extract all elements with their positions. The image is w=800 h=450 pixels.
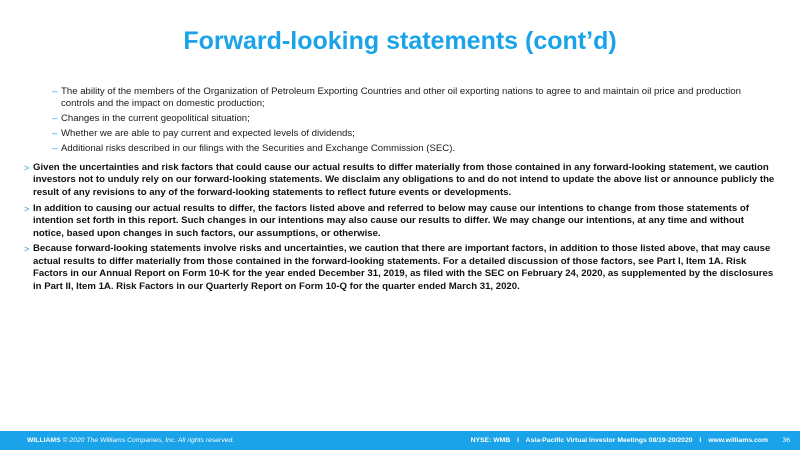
footer-event: Asia-Pacific Virtual Investor Meetings 08/19-20/2020 [525,437,693,444]
chevron-right-icon: > [24,203,30,214]
chevron-right-icon: > [24,163,30,173]
footer-brand: WILLIAMS [27,437,61,444]
sub-bullet-text: Changes in the current geopolitical situation; [61,113,250,125]
main-bullet-item [24,243,776,293]
sub-bullet-item [52,113,772,125]
footer-ticker: NYSE: WMB [470,437,511,444]
main-bullet-item [24,203,776,240]
footer-separator: I [517,437,520,444]
main-bullet-text: Because forward-looking statements involve risks and uncertainties, we caution that there are important factors, in addition to those listed above, that may cause actual results to differ materially from those contained in the forward-looking statements. For a detailed discussion of those factors, see Part I, Item 1A. Risk Factors in our Annual Report on Form 10-K for the year ended December 31, 2019, as filed with the SEC on February 24, 2020, as supplemented by the disclosures in Part II, Item 1A. Risk Factors in our Quarterly Report on Form 10-Q for the quarter ended March 31, 2020. [33,243,774,292]
dash-bullet-icon: – [52,128,58,140]
footer-separator: I [699,437,702,444]
dash-bullet-icon: – [52,86,58,97]
slide-title: Forward-looking statements (cont’d) [183,27,617,55]
sub-bullet-text: Whether we are able to pay current and expected levels of dividends; [61,128,355,140]
footer-copyright [27,431,234,450]
footer-info [471,431,768,450]
sub-bullet-item [52,128,772,140]
dash-bullet-icon: – [52,143,58,155]
main-bullet-item [24,162,776,199]
sub-bullet-list [52,86,772,158]
dash-bullet-icon: – [52,113,58,125]
footer-bar [0,431,800,450]
page-number: 36 [782,437,790,444]
main-bullet-text: In addition to causing our actual results to differ, the factors listed above and referred to below may cause our intentions to change from those statements of intention set forth in this report. Such changes in our intentions may also cause our results to differ. We may change our intentions, at any time and without notice, based upon changes in such factors, our assumptions, or otherwise. [33,202,749,239]
chevron-right-icon: > [24,244,30,255]
main-bullet-list [24,162,776,297]
sub-bullet-text: The ability of the members of the Organization of Petroleum Exporting Countries and other oil exporting nations to agree to and maintain oil price and production controls and the impact on domestic production; [61,86,741,110]
sub-bullet-item [52,143,772,155]
sub-bullet-text: Additional risks described in our filings with the Securities and Exchange Commission (SEC). [61,143,456,155]
footer-copyright-text: © 2020 The Williams Companies, Inc. All rights reserved. [62,437,235,444]
main-bullet-text: Given the uncertainties and risk factors that could cause our actual results to differ materially from those contained in any forward-looking statement, we caution investors not to unduly rely on our forward-looking statements. We disclaim any obligations to and do not intend to update the above list or announce publicly the result of any revisions to any of the forward-looking statements to reflect future events or developments. [33,162,775,198]
sub-bullet-item [52,86,772,111]
footer-website-link[interactable]: www.williams.com [708,437,768,444]
